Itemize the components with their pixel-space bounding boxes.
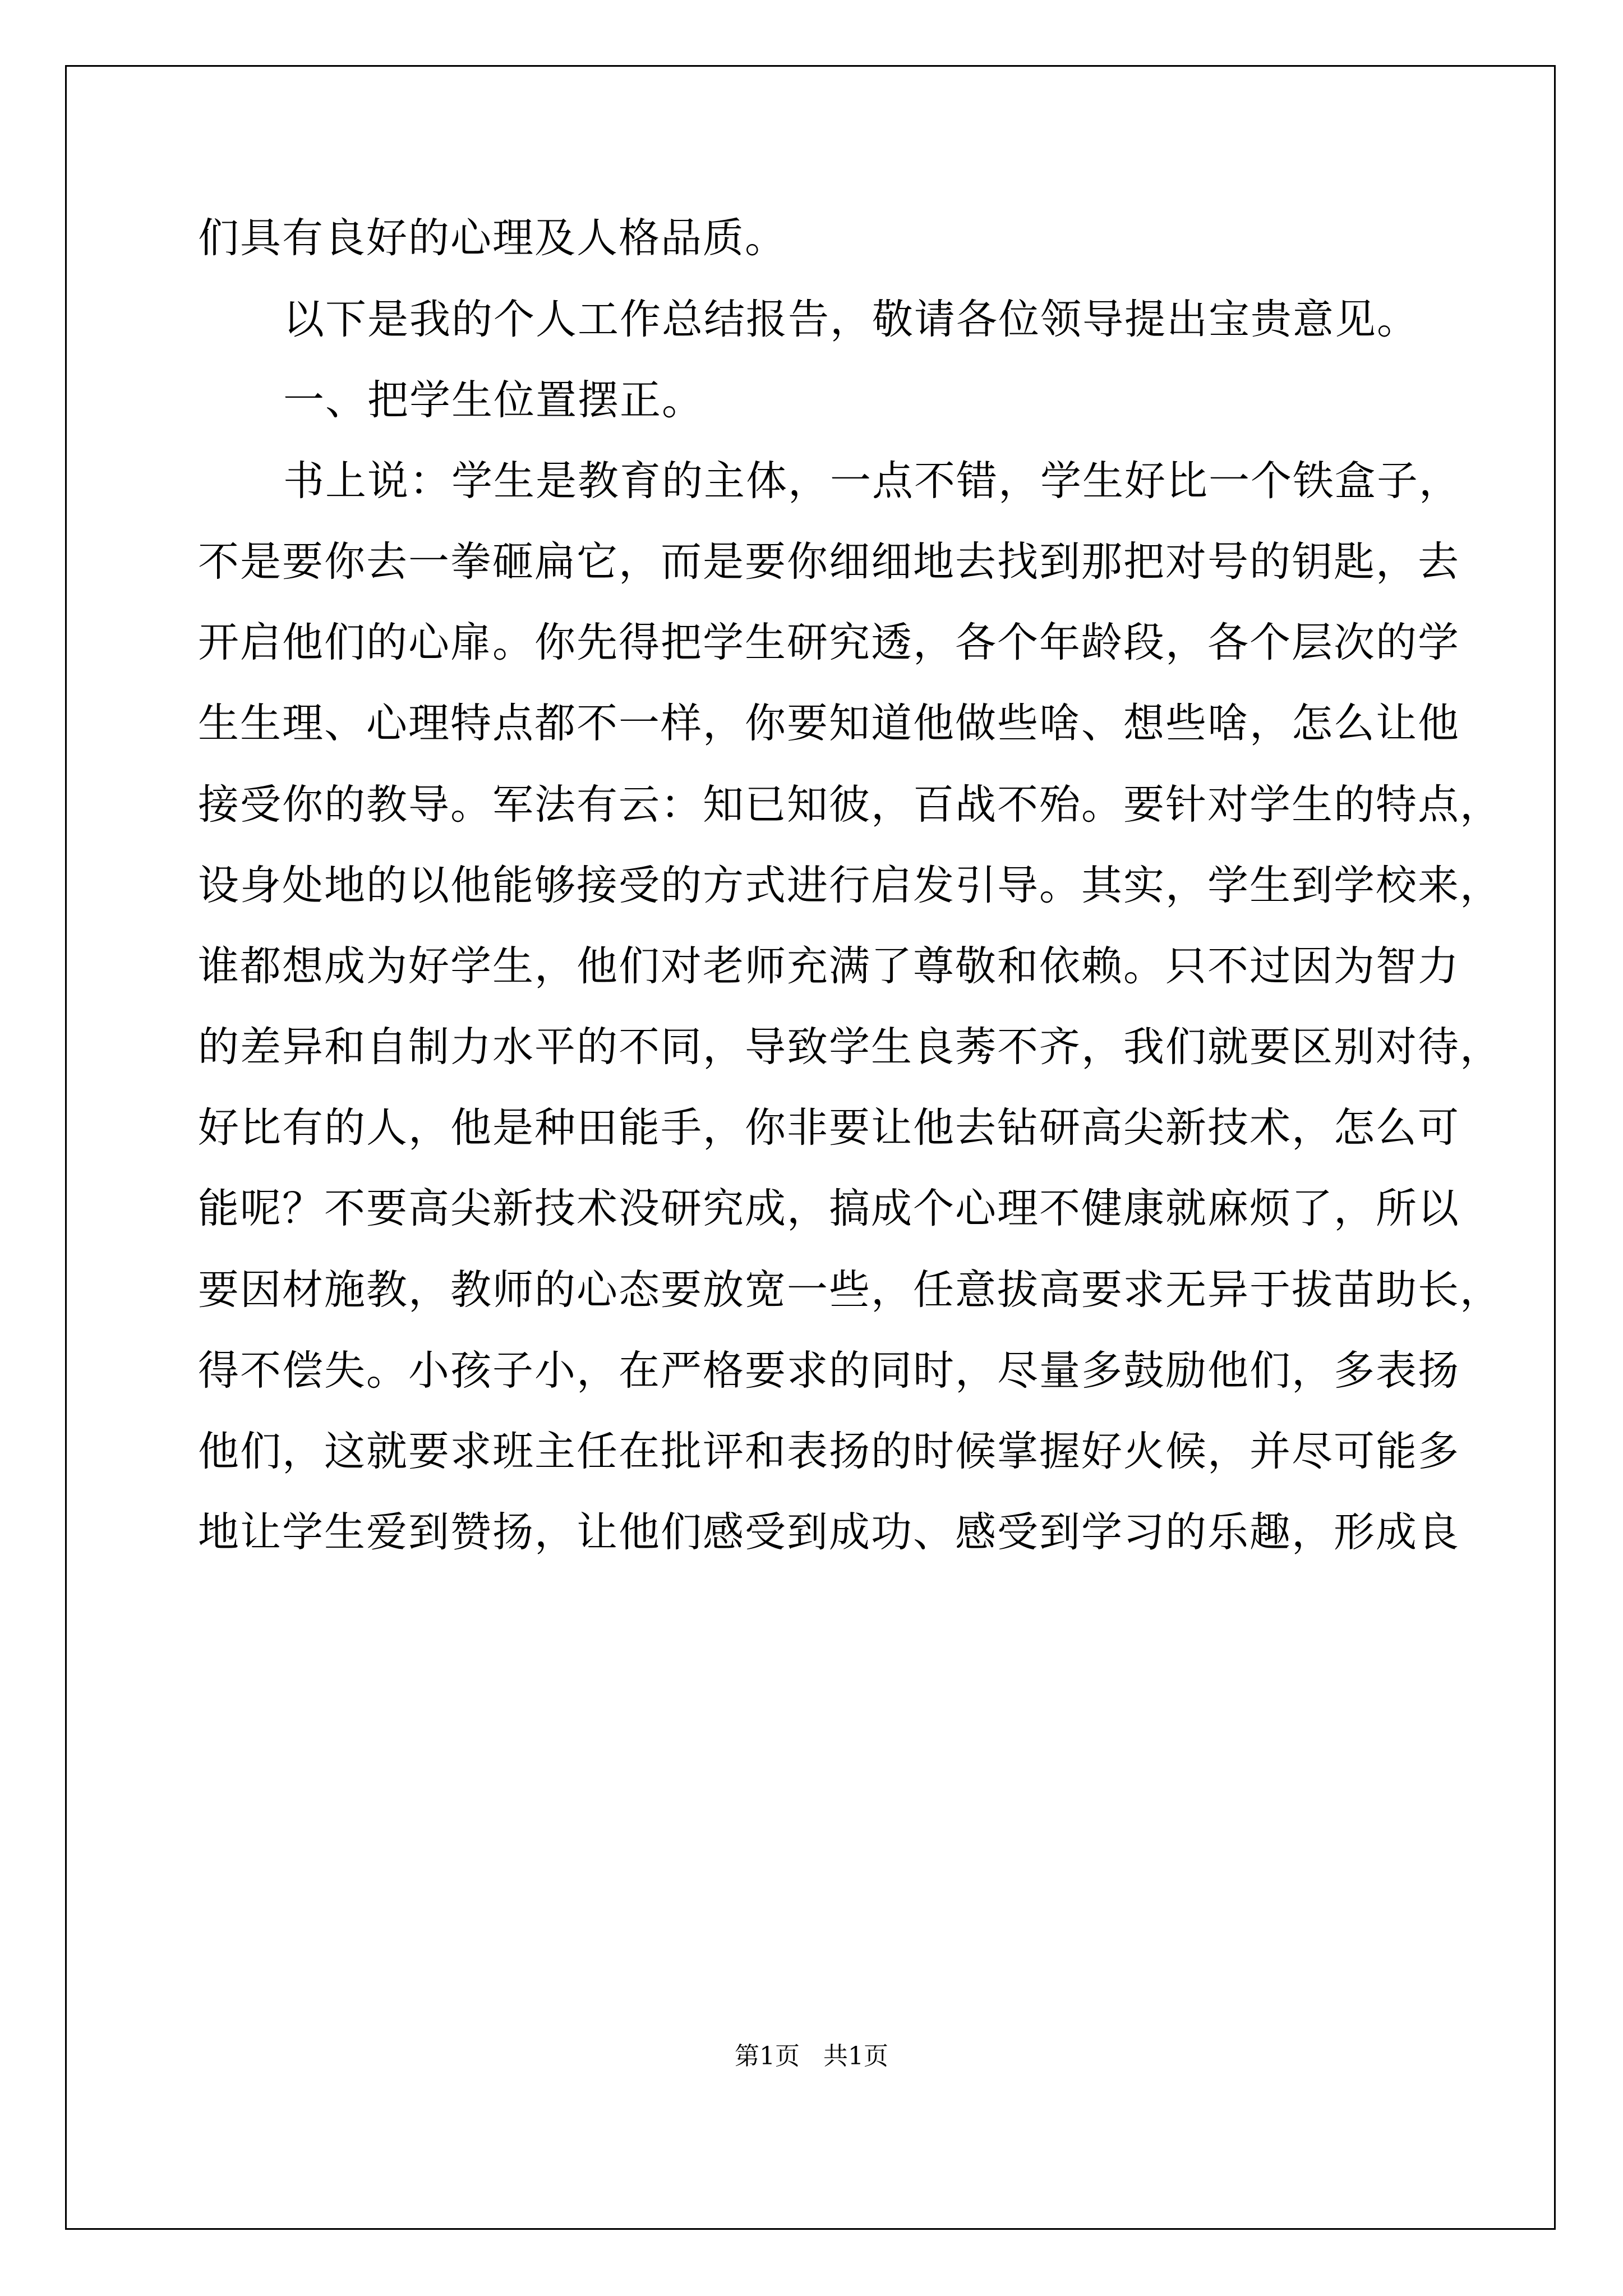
text-line: 们具有良好的心理及人格品质。 [198, 214, 787, 262]
text-line: 一、把学生位置摆正。 [283, 376, 704, 424]
text-line: 得不偿失。小孩子小，在严格要求的同时，尽量多鼓励他们，多表扬 [198, 1347, 1460, 1395]
text-line: 不是要你去一拳砸扁它，而是要你细细地去找到那把对号的钥匙，去 [198, 538, 1460, 586]
text-line: 能呢？不要高尖新技术没研究成，搞成个心理不健康就麻烦了，所以 [198, 1185, 1460, 1232]
text-line: 好比有的人，他是种田能手，你非要让他去钻研高尖新技术，怎么可 [198, 1104, 1460, 1152]
text-line: 以下是我的个人工作总结报告，敬请各位领导提出宝贵意见。 [283, 296, 1419, 343]
page-number-footer: 第1页 共1页 [735, 2042, 888, 2070]
text-line: 地让学生爱到赞扬，让他们感受到成功、感受到学习的乐趣，形成良 [198, 1508, 1460, 1556]
text-line: 开启他们的心扉。你先得把学生研究透，各个年龄段，各个层次的学 [198, 619, 1460, 666]
text-line: 设身处地的以他能够接受的方式进行启发引导。其实，学生到学校来， [198, 862, 1502, 909]
text-line: 谁都想成为好学生，他们对老师充满了尊敬和依赖。只不过因为智力 [198, 942, 1460, 990]
text-line: 接受你的教导。军法有云：知已知彼，百战不殆。要针对学生的特点， [198, 781, 1502, 829]
text-line: 他们，这就要求班主任在批评和表扬的时候掌握好火候，并尽可能多 [198, 1428, 1460, 1475]
text-line: 要因材施教，教师的心态要放宽一些，任意拔高要求无异于拔苗助长， [198, 1266, 1502, 1314]
text-line: 书上说：学生是教育的主体，一点不错，学生好比一个铁盒子， [283, 457, 1461, 505]
text-line: 的差异和自制力水平的不同，导致学生良莠不齐，我们就要区别对待， [198, 1023, 1502, 1071]
text-line: 生生理、心理特点都不一样，你要知道他做些啥、想些啥，怎么让他 [198, 700, 1460, 747]
